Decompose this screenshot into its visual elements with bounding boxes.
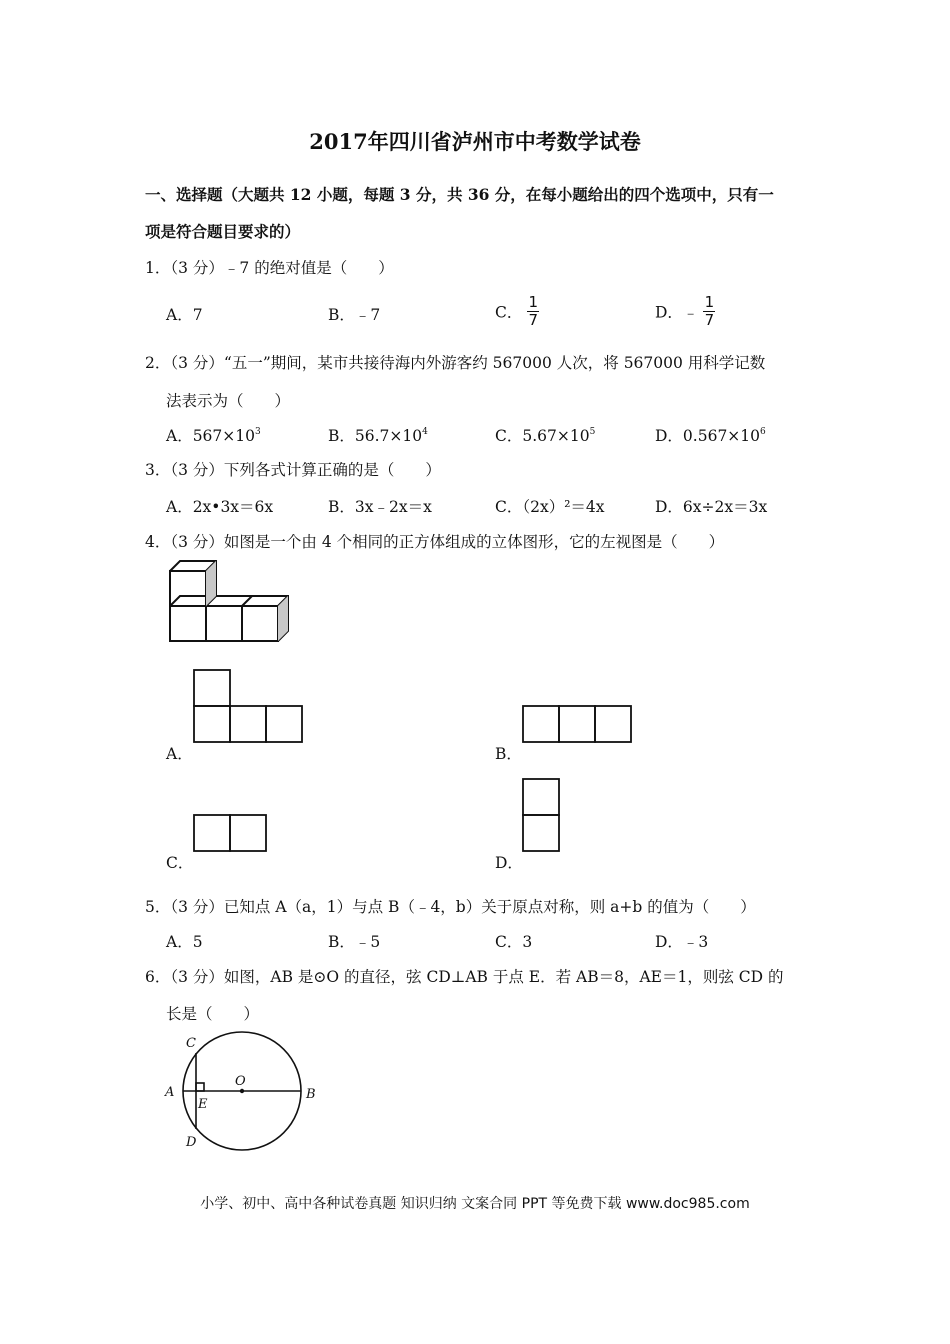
- option-a-figure: [193, 669, 303, 743]
- q2-option-a: A．$567\times 10^3$: [166, 427, 261, 445]
- q5-option-b: B．﹣5: [328, 933, 381, 951]
- label-c: C: [186, 1036, 196, 1051]
- fraction: $\frac{1}{7}$: [704, 293, 715, 329]
- option-c-figure: [193, 814, 267, 852]
- option-b-figure: [522, 705, 632, 743]
- q1-option-a: A．7: [166, 306, 203, 324]
- page-title: 2017年四川省泸州市中考数学试卷: [309, 129, 641, 154]
- q3-option-d: D．6x÷2x＝3x: [655, 498, 768, 516]
- section-heading-line1: 一、选择题（大题共 12 小题，每题 3 分，共 36 分，在每小题给出的四个选项中，只有一: [145, 185, 774, 204]
- q2-option-c: C．$5.67\times 10^5$: [495, 427, 596, 445]
- question-2-stem-line2: 法表示为（ ）: [166, 392, 291, 410]
- q4-option-c: C．: [166, 854, 194, 872]
- question-6-stem-line1: 6．（3 分）如图，AB 是⊙O 的直径，弦 CD⊥AB 于点 E．若 AB＝8，AE＝1，则弦 CD 的: [145, 968, 784, 986]
- q2-option-d: D．$0.567\times 10^6$: [655, 427, 766, 445]
- q3-option-b: B．3x﹣2x＝x: [328, 498, 432, 516]
- q5-option-d: D．﹣3: [655, 933, 709, 951]
- q1-option-b: B．﹣7: [328, 306, 381, 324]
- question-1-stem: 1．（3 分）﹣7 的绝对值是（ ）: [145, 259, 394, 277]
- question-6-stem-line2: 长是（ ）: [166, 1005, 260, 1023]
- page-footer: 小学、初中、高中各种试卷真题 知识归纳 文案合同 PPT 等免费下载 www.doc985.com: [200, 1196, 750, 1212]
- q1-option-d: D．﹣ $\frac{1}{7}$: [655, 293, 715, 329]
- label-o: O: [235, 1074, 246, 1089]
- question-2-stem-line1: 2．（3 分）“五一”期间，某市共接待海内外游客约 567000 人次，将 567000 用科学记数: [145, 354, 766, 372]
- q4-option-b: B．: [495, 745, 522, 763]
- q2-option-b: B．$56.7\times 10^4$: [328, 427, 428, 445]
- option-d-figure: [522, 778, 560, 852]
- q3-option-a: A．2x•3x＝6x: [166, 498, 274, 516]
- question-4-stem: 4．（3 分）如图是一个由 4 个相同的正方体组成的立体图形，它的左视图是（ ）: [145, 533, 725, 551]
- circle-geometry-figure: [160, 1030, 320, 1155]
- fraction: $\frac{1}{7}$: [528, 293, 539, 329]
- question-3-stem: 3．（3 分）下列各式计算正确的是（ ）: [145, 461, 441, 479]
- q4-option-d: D．: [495, 854, 523, 872]
- label-b: B: [306, 1087, 316, 1102]
- label-e: E: [198, 1097, 208, 1112]
- q5-option-a: A．5: [166, 933, 203, 951]
- label-d: D: [186, 1135, 197, 1150]
- q3-option-c: C．（2x）²＝4x: [495, 498, 605, 516]
- section-heading-line2: 项是符合题目要求的）: [145, 222, 301, 241]
- cube-solid-figure: [165, 558, 300, 648]
- label-a: A: [165, 1085, 175, 1100]
- question-5-stem: 5．（3 分）已知点 A（a，1）与点 B（﹣4，b）关于原点对称，则 a+b 的值为（ ）: [145, 898, 756, 916]
- q5-option-c: C．3: [495, 933, 533, 951]
- q4-option-a: A．: [166, 745, 193, 763]
- q1-option-c: C． $\frac{1}{7}$: [495, 293, 539, 329]
